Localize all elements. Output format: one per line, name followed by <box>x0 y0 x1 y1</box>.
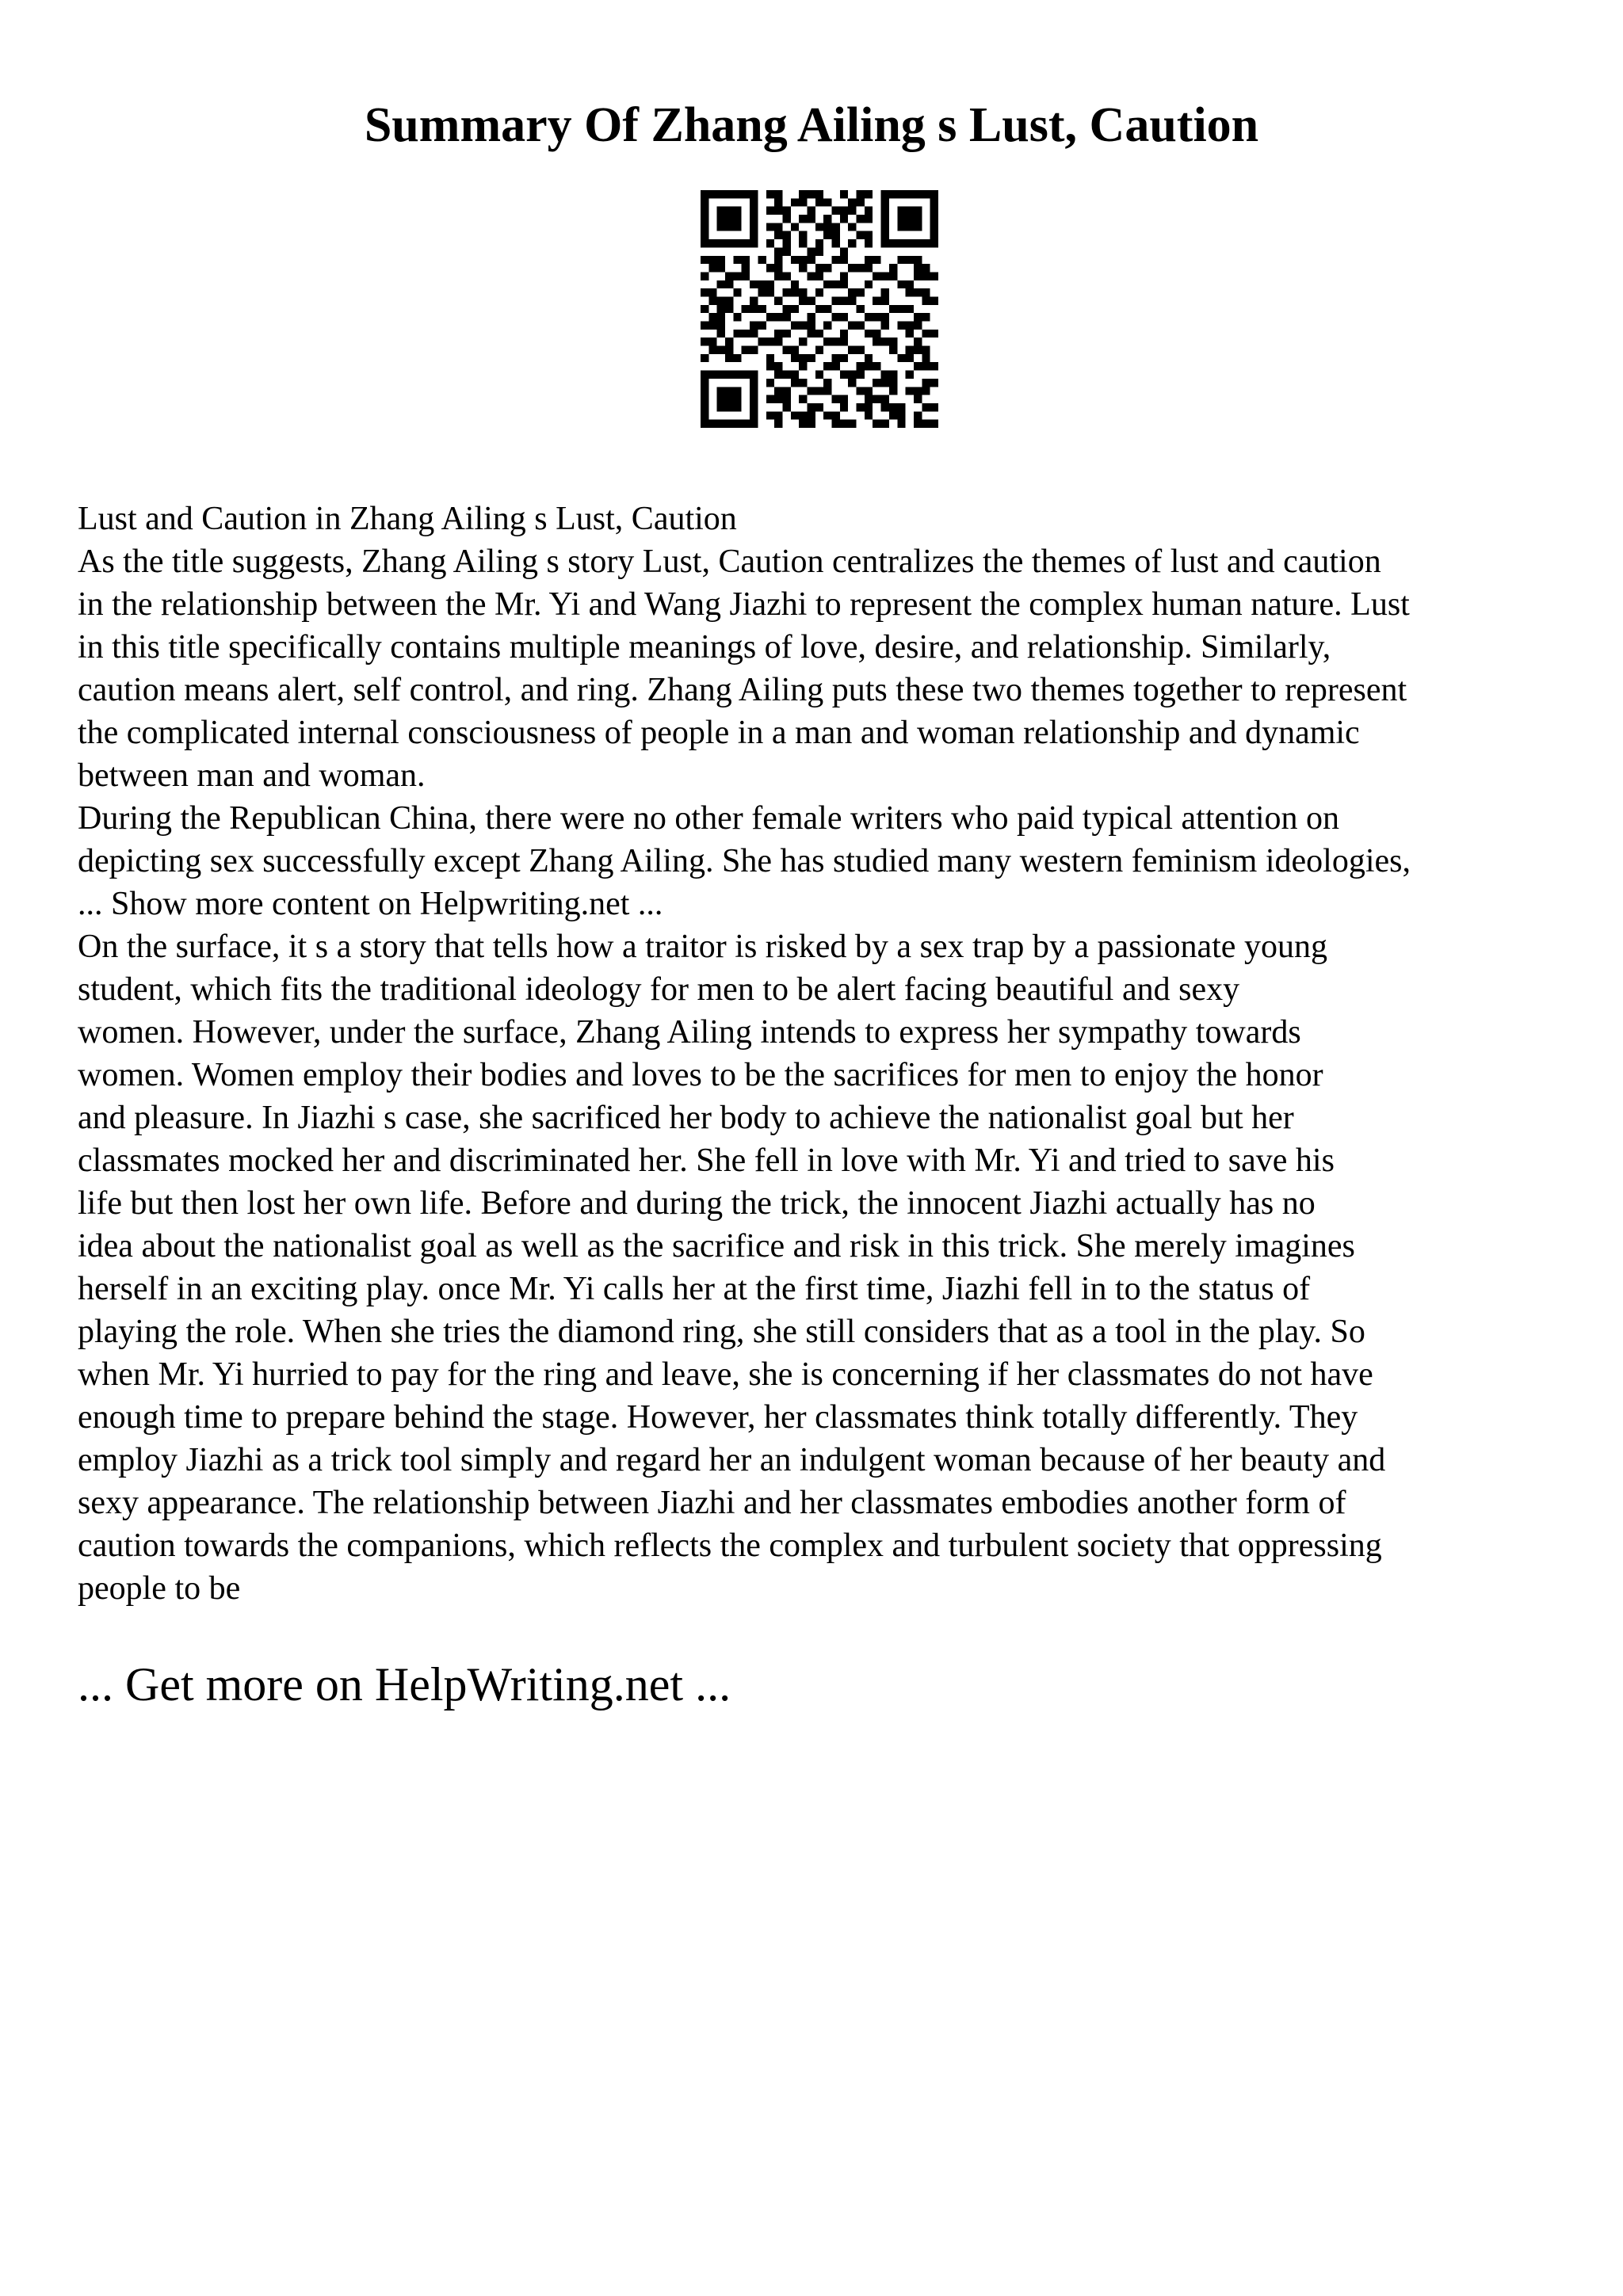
document-body <box>78 498 1568 1610</box>
show-more-link[interactable]: ... Show more content on Helpwriting.net ... <box>78 886 663 922</box>
body-heading-line: Lust and Caution in Zhang Ailing s Lust, Caution <box>78 501 737 537</box>
body-line: women. However, under the surface, Zhang Ailing intends to express her sympathy towards <box>78 1014 1301 1051</box>
body-line: people to be <box>78 1570 241 1607</box>
body-line: in this title specifically contains multiple meanings of love, desire, and relationship. Similarly, <box>78 629 1331 666</box>
body-line: As the title suggests, Zhang Ailing s story Lust, Caution centralizes the themes of lust and caution <box>78 543 1381 580</box>
document-title: Summary Of Zhang Ailing s Lust, Caution <box>364 98 1259 152</box>
qr-code-graphic <box>701 190 938 428</box>
body-line: in the relationship between the Mr. Yi and Wang Jiazhi to represent the complex human nature. Lust <box>78 586 1410 623</box>
qr-code-icon[interactable] <box>701 190 938 428</box>
body-line: classmates mocked her and discriminated her. She fell in love with Mr. Yi and tried to save his <box>78 1142 1335 1179</box>
body-line: depicting sex successfully except Zhang Ailing. She has studied many western feminism ideologies, <box>78 843 1411 879</box>
body-line: between man and woman. <box>78 757 426 794</box>
body-line: caution means alert, self control, and ring. Zhang Ailing puts these two themes together to represent <box>78 672 1407 708</box>
body-line: During the Republican China, there were no other female writers who paid typical attention on <box>78 800 1340 837</box>
body-line: employ Jiazhi as a trick tool simply and regard her an indulgent woman because of her beauty and <box>78 1442 1386 1478</box>
body-line: enough time to prepare behind the stage. However, her classmates think totally differently. They <box>78 1399 1358 1436</box>
body-line: and pleasure. In Jiazhi s case, she sacrificed her body to achieve the nationalist goal but her <box>78 1100 1294 1136</box>
body-line: women. Women employ their bodies and loves to be the sacrifices for men to enjoy the honor <box>78 1057 1323 1093</box>
get-more-link[interactable]: ... Get more on HelpWriting.net ... <box>78 1658 731 1711</box>
body-line: the complicated internal consciousness of people in a man and woman relationship and dynamic <box>78 715 1360 751</box>
body-line: caution towards the companions, which reflects the complex and turbulent society that oppressing <box>78 1527 1382 1564</box>
body-line: sexy appearance. The relationship between Jiazhi and her classmates embodies another form of <box>78 1485 1346 1521</box>
body-line: life but then lost her own life. Before and during the trick, the innocent Jiazhi actually has no <box>78 1185 1316 1222</box>
body-line: On the surface, it s a story that tells how a traitor is risked by a sex trap by a passionate young <box>78 929 1327 965</box>
body-line: playing the role. When she tries the diamond ring, she still considers that as a tool in the play. So <box>78 1314 1365 1350</box>
body-line: when Mr. Yi hurried to pay for the ring and leave, she is concerning if her classmates do not have <box>78 1356 1373 1393</box>
body-line: herself in an exciting play. once Mr. Yi calls her at the first time, Jiazhi fell in to the status of <box>78 1271 1311 1307</box>
body-line: idea about the nationalist goal as well as the sacrifice and risk in this trick. She merely imagines <box>78 1228 1355 1264</box>
body-line: student, which fits the traditional ideology for men to be alert facing beautiful and sexy <box>78 971 1240 1008</box>
